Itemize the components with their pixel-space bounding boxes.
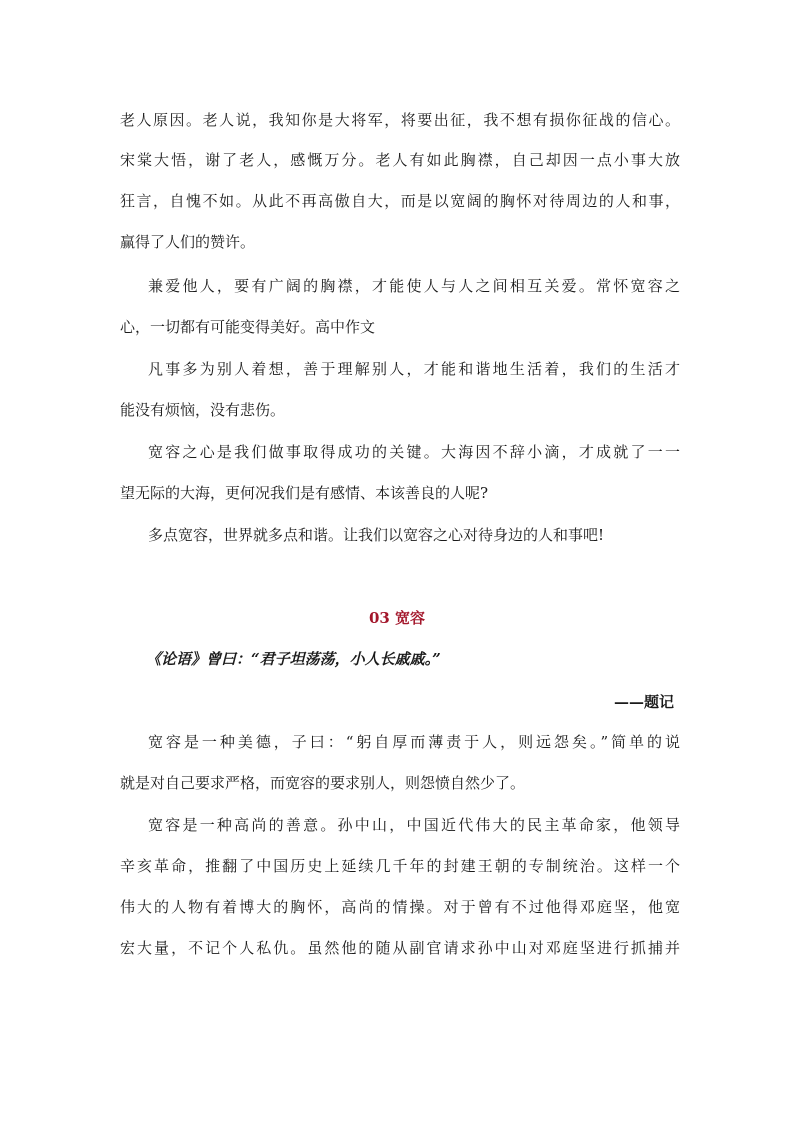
paragraph-line: 就是对自己要求严格，而宽容的要求别人，则怨愤自然少了。 bbox=[120, 774, 526, 792]
paragraph-line: 望无际的大海，更何况我们是有感情、本该善良的人呢? bbox=[120, 484, 489, 502]
section-heading: 03 宽容 bbox=[368, 609, 426, 627]
paragraph-line: 宽容是一种美德，子曰：“躬自厚而薄责于人，则远怨矣。”简单的说 bbox=[148, 733, 680, 751]
paragraph-line: 宏大量，不记个人私仇。虽然他的随从副官请求孙中山对邓庭坚进行抓捕并 bbox=[120, 939, 680, 957]
paragraph-line: 宽容之心是我们做事取得成功的关键。大海因不辞小滴，才成就了一一 bbox=[148, 443, 680, 461]
paragraph-line: 老人原因。老人说，我知你是大将军，将要出征，我不想有损你征战的信心。 bbox=[120, 111, 680, 129]
paragraph-line: 心，一切都有可能变得美好。高中作文 bbox=[120, 318, 376, 336]
paragraph-line: 赢得了人们的赞许。 bbox=[120, 233, 256, 251]
paragraph-line: 伟大的人物有着博大的胸怀，高尚的情操。对于曾有不过他得邓庭坚，他宽 bbox=[120, 898, 680, 916]
paragraph-line: 宋棠大悟，谢了老人，感慨万分。老人有如此胸襟，自己却因一点小事大放 bbox=[120, 151, 680, 169]
paragraph-line: 宽容是一种高尚的善意。孙中山，中国近代伟大的民主革命家，他领导 bbox=[148, 816, 680, 834]
paragraph-line: 兼爱他人，要有广阔的胸襟，才能使人与人之间相互关爱。常怀宽容之 bbox=[148, 277, 680, 295]
epigraph-signature: ——题记 bbox=[613, 693, 674, 711]
paragraph-line: 辛亥革命，推翻了中国历史上延续几千年的封建王朝的专制统治。这样一个 bbox=[120, 857, 680, 875]
paragraph-line: 狂言，自愧不如。从此不再高傲自大，而是以宽阔的胸怀对待周边的人和事， bbox=[120, 192, 680, 210]
epigraph-quote: 《论语》曾曰：“君子坦荡荡，小人长戚戚。” bbox=[146, 650, 441, 668]
paragraph-line: 多点宽容，世界就多点和谐。让我们以宽容之心对待身边的人和事吧! bbox=[148, 526, 605, 544]
paragraph-line: 凡事多为别人着想，善于理解别人，才能和谐地生活着，我们的生活才 bbox=[148, 360, 680, 378]
paragraph-line: 能没有烦恼，没有悲伤。 bbox=[120, 401, 286, 419]
